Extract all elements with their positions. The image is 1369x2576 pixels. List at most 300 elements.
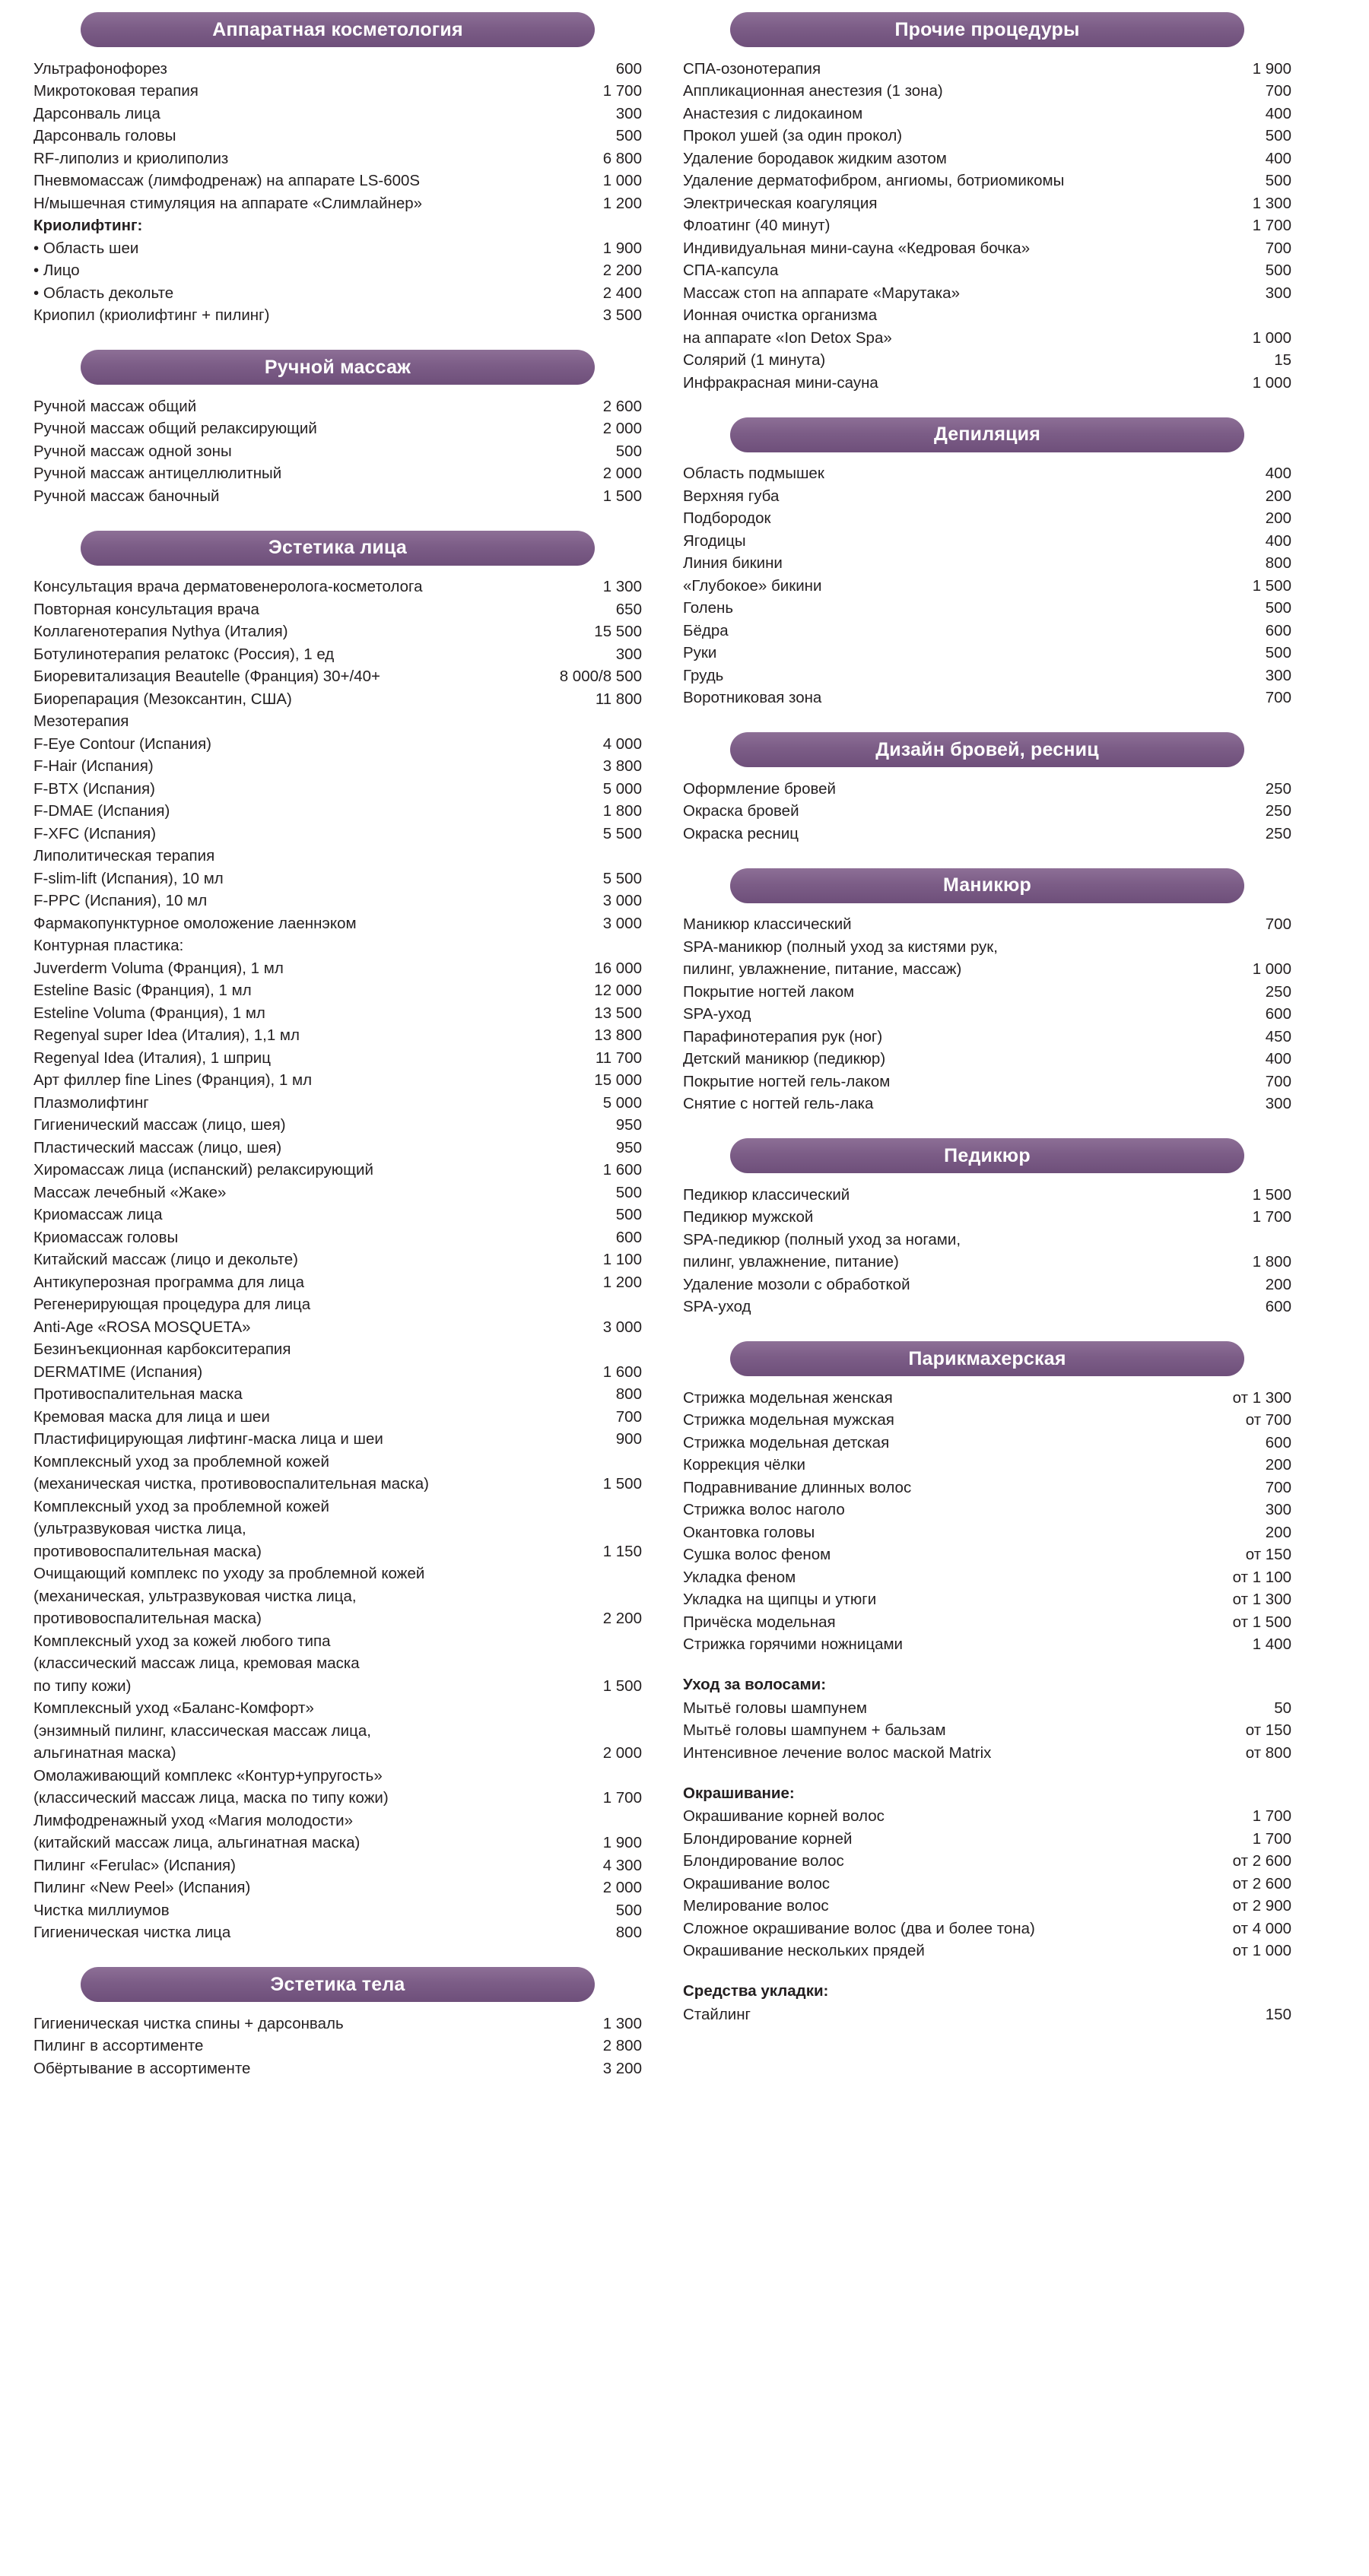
price-table (683, 1806, 1291, 1963)
price-table (33, 576, 642, 1945)
table-row (683, 1611, 1291, 1634)
service-price: 500 (1265, 127, 1291, 144)
table-row (683, 598, 1291, 620)
service-name: Гигиенический массаж (лицо, шея) (33, 1116, 286, 1134)
service-price: 400 (1265, 465, 1291, 482)
service-name: Чистка миллиумов (33, 1901, 170, 1919)
service-name: Линия бикини (683, 554, 783, 572)
service-name: на аппарате «Ion Detox Spa» (683, 328, 892, 347)
service-price: от 1 300 (1232, 1591, 1291, 1608)
section-header: Дизайн бровей, ресниц (730, 732, 1244, 767)
table-row (683, 1026, 1291, 1048)
table-row (683, 192, 1291, 215)
table-row (683, 620, 1291, 642)
price-table (33, 58, 642, 327)
service-name: • Область декольте (33, 284, 174, 302)
table-row (33, 418, 642, 441)
section-header: Аппаратная косметология (81, 12, 595, 47)
service-price: 2 200 (602, 1610, 642, 1627)
service-name: Контурная пластика: (33, 937, 184, 954)
table-row (33, 1406, 642, 1429)
service-name: F-Hair (Испания) (33, 757, 154, 775)
table-row (683, 1048, 1291, 1071)
service-price: 500 (615, 1901, 642, 1919)
table-row (33, 1025, 642, 1048)
table-row (683, 1093, 1291, 1116)
service-name: Ручной массаж одной зоны (33, 442, 232, 460)
table-row (683, 823, 1291, 845)
service-name: альгинатная маска) (33, 1744, 176, 1762)
service-price: 1 900 (602, 239, 642, 257)
service-price: 1 700 (602, 82, 642, 100)
service-price: 1 500 (602, 1475, 642, 1493)
price-section (33, 1967, 642, 2080)
service-price: 1 900 (602, 1834, 642, 1851)
service-name: пилинг, увлажнение, питание, массаж) (683, 960, 962, 978)
table-row (33, 1137, 642, 1160)
table-row (683, 1004, 1291, 1026)
service-name: Прокол ушей (за один прокол) (683, 127, 903, 144)
service-name: Противоспалительная маска (33, 1385, 243, 1403)
service-price (528, 1294, 642, 1317)
table-row (683, 1634, 1291, 1657)
table-row (33, 1832, 642, 1855)
table-row (33, 2057, 642, 2080)
price-section (33, 350, 642, 508)
service-name: Гигиеническая чистка лица (33, 1924, 231, 1941)
service-name: Омолаживающий комплекс «Контур+упругость» (33, 1766, 383, 1784)
service-price: 1 200 (602, 194, 642, 212)
service-name: Мытьё головы шампунем (683, 1699, 867, 1717)
service-price: 1 500 (1252, 1185, 1291, 1204)
service-name: Ультрафонофорез (33, 59, 167, 78)
table-row (683, 305, 1291, 328)
service-name: Хиромассаж лица (испанский) релаксирующий (33, 1161, 373, 1179)
table-row (33, 1339, 642, 1362)
service-name: Комплексный уход «Баланс-Комфорт» (33, 1699, 314, 1717)
service-price: 1 500 (602, 487, 642, 505)
service-price: от 700 (1245, 1411, 1291, 1429)
table-row (33, 1788, 642, 1810)
table-row (683, 148, 1291, 170)
service-name: Пилинг «Ferulac» (Испания) (33, 1856, 236, 1874)
section-header: Эстетика лица (81, 531, 595, 566)
group-title: Уход за волосами: (683, 1676, 827, 1693)
table-row (683, 215, 1291, 238)
service-name: Интенсивное лечение волос маской Matrix (683, 1743, 992, 1762)
table-row (683, 1432, 1291, 1455)
service-name: Повторная консультация врача (33, 600, 259, 618)
service-name: Мытьё головы шампунем + бальзам (683, 1721, 946, 1739)
service-price: 1 150 (602, 1542, 642, 1560)
service-price: 600 (1265, 1433, 1291, 1451)
service-name: Ручной массаж общий (33, 397, 197, 415)
table-row (683, 778, 1291, 801)
table-row (683, 530, 1291, 553)
table-row (683, 1697, 1291, 1720)
service-name: пилинг, увлажнение, питание) (683, 1253, 899, 1271)
service-name: Окрашивание нескольких прядей (683, 1942, 925, 1959)
service-name: Ягодицы (683, 531, 746, 550)
service-name: Маникюр классический (683, 915, 852, 933)
service-name: Укладка на щипцы и утюги (683, 1591, 877, 1608)
table-row (33, 1698, 642, 1721)
service-price: 3 000 (602, 914, 642, 932)
price-table (683, 1184, 1291, 1318)
service-name: Стайлинг (683, 2005, 751, 2023)
table-row (33, 1429, 642, 1451)
service-price: 400 (1265, 1050, 1291, 1068)
table-row (33, 395, 642, 418)
service-name: Стрижка модельная детская (683, 1433, 890, 1451)
table-row (33, 912, 642, 935)
table-row (33, 733, 642, 756)
service-name: Анастезия с лидокаином (683, 104, 863, 122)
service-name: Индивидуальная мини-сауна «Кедровая бочка» (683, 239, 1031, 257)
service-price: 250 (1265, 982, 1291, 1001)
table-row (33, 1653, 642, 1676)
service-price: 700 (1265, 82, 1291, 100)
service-price: 600 (1265, 1005, 1291, 1023)
service-name: Фармакопунктурное омоложение лаеннэком (33, 914, 357, 932)
service-name: Массаж стоп на аппарате «Марутака» (683, 284, 960, 302)
service-name: Биоревитализация Beautelle (Франция) 30+/40+ (33, 668, 380, 685)
service-name: Антикуперозная программа для лица (33, 1273, 305, 1291)
service-price (528, 1720, 642, 1743)
service-name: Окрашивание волос (683, 1874, 830, 1892)
table-row (33, 801, 642, 823)
table-row (33, 1271, 642, 1294)
group-title: Средства укладки: (683, 1982, 829, 2000)
table-row (33, 1204, 642, 1227)
table-row (33, 1226, 642, 1249)
table-row (683, 1207, 1291, 1229)
service-price: 700 (1265, 239, 1291, 257)
service-price: 600 (615, 59, 642, 78)
service-name: Педикюр классический (683, 1185, 850, 1204)
table-row (33, 1854, 642, 1877)
service-name: Руки (683, 644, 717, 661)
service-price (528, 1339, 642, 1362)
service-price: 5 500 (602, 824, 642, 842)
service-name: Подравнивание длинных волос (683, 1478, 912, 1496)
service-price: 2 600 (602, 397, 642, 415)
price-table (33, 2013, 642, 2080)
service-name: Массаж лечебный «Жаке» (33, 1183, 227, 1201)
table-row (683, 282, 1291, 305)
service-name: Плазмолифтинг (33, 1093, 149, 1112)
price-table (683, 58, 1291, 395)
service-name: (классический массаж лица, кремовая маска (33, 1654, 360, 1672)
service-price: 12 000 (594, 982, 642, 999)
table-row (33, 1474, 642, 1496)
section-header: Эстетика тела (81, 1967, 595, 2002)
service-name: Бёдра (683, 621, 729, 639)
table-row (33, 1160, 642, 1182)
service-price (528, 1496, 642, 1518)
service-name: Esteline Basic (Франция), 1 мл (33, 982, 252, 999)
table-row (33, 1384, 642, 1407)
table-row (33, 1115, 642, 1137)
service-name: Anti-Age «ROSA MOSQUETA» (33, 1318, 251, 1336)
service-price: 1 000 (602, 172, 642, 189)
table-row (33, 1899, 642, 1922)
service-name: Коллагенотерапия Nythya (Италия) (33, 623, 288, 640)
table-row (33, 148, 642, 170)
service-price: 300 (1265, 1501, 1291, 1518)
service-name: Криомассаж лица (33, 1206, 163, 1223)
service-name: (механическая, ультразвуковая чистка лица, (33, 1587, 357, 1605)
service-price: 5 000 (602, 779, 642, 798)
table-row (683, 350, 1291, 373)
service-name: Покрытие ногтей гель-лаком (683, 1072, 891, 1090)
service-price: 250 (1265, 802, 1291, 820)
service-price: 800 (615, 1385, 642, 1403)
table-row (683, 260, 1291, 283)
service-name: Снятие с ногтей гель-лака (683, 1095, 874, 1112)
service-name: F-slim-lift (Испания), 10 мл (33, 869, 224, 887)
price-section (683, 1138, 1291, 1318)
service-price: 1 700 (1252, 1208, 1291, 1226)
service-price: 600 (1265, 621, 1291, 639)
service-price: 3 000 (602, 1318, 642, 1336)
service-price (528, 1698, 642, 1721)
service-name: F-BTX (Испания) (33, 779, 155, 798)
service-price: 200 (1265, 1275, 1291, 1293)
table-row (683, 237, 1291, 260)
table-row (683, 1828, 1291, 1851)
service-name: F-XFC (Испания) (33, 824, 157, 842)
service-price: 250 (1265, 779, 1291, 798)
service-name: Криомассаж головы (33, 1228, 179, 1246)
service-price: 1 000 (1252, 960, 1291, 978)
table-row (33, 1720, 642, 1743)
service-price: 50 (1274, 1699, 1291, 1717)
service-name: Регенерирующая процедура для лица (33, 1296, 311, 1313)
service-price: 3 200 (602, 2059, 642, 2077)
service-price: 15 500 (594, 623, 642, 640)
service-name: Regenyal super Idea (Италия), 1,1 мл (33, 1026, 300, 1044)
service-name: F-Eye Contour (Испания) (33, 734, 212, 753)
service-name: Окраска бровей (683, 802, 799, 820)
table-row (33, 688, 642, 711)
table-row (683, 1720, 1291, 1743)
table-row (33, 1608, 642, 1631)
service-price: 650 (615, 600, 642, 618)
service-name: Коррекция чёлки (683, 1456, 805, 1474)
service-name: Криопил (криолифтинг + пилинг) (33, 306, 270, 324)
table-row (683, 1410, 1291, 1432)
service-name: Juverderm Voluma (Франция), 1 мл (33, 959, 284, 977)
service-name: Оформление бровей (683, 779, 836, 798)
table-row (33, 2035, 642, 2058)
service-price: 400 (1265, 149, 1291, 167)
table-row (33, 666, 642, 689)
service-price: 500 (615, 1206, 642, 1223)
service-name: F-DMAE (Испания) (33, 802, 170, 820)
service-name: Мелирование волос (683, 1897, 829, 1915)
service-price: 1 700 (1252, 1807, 1291, 1825)
service-name: противовоспалительная маска) (33, 1542, 262, 1560)
service-name: • Лицо (33, 262, 80, 279)
service-price: 1 800 (1252, 1253, 1291, 1271)
service-name: Н/мышечная стимуляция на аппарате «Слимлайнер» (33, 194, 423, 212)
service-name: Кремовая маска для лица и шеи (33, 1407, 270, 1426)
table-row (33, 1743, 642, 1765)
service-price (528, 1810, 642, 1832)
table-row (33, 756, 642, 779)
table-row (33, 823, 642, 845)
table-row (33, 1294, 642, 1317)
table-row (683, 981, 1291, 1004)
price-table (683, 1387, 1291, 1656)
service-price: 16 000 (594, 959, 642, 977)
table-row (33, 463, 642, 486)
service-price: 450 (1265, 1027, 1291, 1045)
service-price: 2 000 (602, 465, 642, 482)
table-row (33, 125, 642, 148)
service-name: DERMATIME (Испания) (33, 1363, 203, 1381)
service-name: Esteline Voluma (Франция), 1 мл (33, 1004, 265, 1022)
service-price: 300 (1265, 284, 1291, 302)
table-row (33, 1922, 642, 1945)
service-name: Regenyal Idea (Италия), 1 шприц (33, 1048, 271, 1067)
table-row (33, 1563, 642, 1586)
table-row (683, 1521, 1291, 1544)
price-section (33, 12, 642, 327)
service-name: Окраска ресниц (683, 824, 799, 842)
service-price: 15 (1274, 351, 1291, 369)
table-row (683, 1229, 1291, 1252)
service-price (528, 1765, 642, 1788)
service-name: Верхняя губа (683, 487, 780, 505)
service-name: Консультация врача дерматовенеролога-косметолога (33, 578, 423, 595)
service-price: от 1 300 (1232, 1388, 1291, 1407)
service-name: Окрашивание корней волос (683, 1807, 885, 1825)
service-price: 1 800 (602, 802, 642, 820)
service-name: Блондирование волос (683, 1852, 844, 1870)
service-price: 300 (1265, 666, 1291, 684)
service-price: 1 400 (1252, 1635, 1291, 1653)
table-row (683, 125, 1291, 148)
service-price: 600 (1265, 1298, 1291, 1315)
price-table (683, 1697, 1291, 1765)
service-name: Подбородок (683, 509, 771, 527)
table-row (683, 1071, 1291, 1093)
table-row (33, 890, 642, 913)
table-row (33, 1316, 642, 1339)
service-name: Стрижка горячими ножницами (683, 1635, 904, 1653)
table-row (683, 485, 1291, 508)
service-price: 1 500 (602, 1677, 642, 1695)
service-price: 1 700 (1252, 217, 1291, 234)
table-row (33, 980, 642, 1003)
service-name: Пневмомассаж (лимфодренаж) на аппарате LS-600S (33, 172, 421, 189)
service-price: 13 500 (594, 1004, 642, 1022)
service-price (528, 215, 642, 238)
table-row (33, 576, 642, 599)
service-price: 200 (1265, 509, 1291, 527)
table-row (683, 103, 1291, 125)
table-row (683, 1873, 1291, 1896)
section-header: Педикюр (730, 1138, 1244, 1173)
service-name: • Область шеи (33, 239, 139, 257)
service-price: 200 (1265, 1523, 1291, 1541)
service-price: 4 300 (602, 1856, 642, 1874)
service-price: 2 000 (602, 420, 642, 437)
service-price: 300 (615, 645, 642, 663)
service-name: Удаление мозоли с обработкой (683, 1275, 910, 1293)
service-price: 2 000 (602, 1879, 642, 1896)
price-section (683, 12, 1291, 395)
service-name: Ручной массаж антицеллюлитный (33, 465, 282, 482)
service-name: Ионная очистка организма (683, 306, 878, 324)
table-row (33, 2013, 642, 2035)
table-row (683, 1296, 1291, 1319)
table-row (33, 1518, 642, 1541)
service-price: 500 (1265, 644, 1291, 661)
service-price (528, 1630, 642, 1653)
service-price: от 150 (1245, 1721, 1291, 1739)
table-row (33, 621, 642, 644)
service-name: Стрижка модельная женская (683, 1388, 893, 1407)
service-price (528, 935, 642, 958)
service-price: 900 (615, 1430, 642, 1448)
table-row (33, 440, 642, 463)
table-row (33, 711, 642, 734)
service-name: Ручной массаж баночный (33, 487, 220, 505)
table-row (683, 508, 1291, 531)
service-price: 1 700 (602, 1789, 642, 1807)
table-row (683, 801, 1291, 823)
table-row (683, 1940, 1291, 1963)
service-price: 800 (615, 1924, 642, 1941)
table-row (33, 260, 642, 283)
service-name: (механическая чистка, противовоспалительная маска) (33, 1475, 430, 1493)
table-row (683, 1566, 1291, 1589)
service-price: 2 400 (602, 284, 642, 302)
service-name: SPA-маникюр (полный уход за кистями рук, (683, 937, 998, 956)
table-row (683, 1896, 1291, 1918)
table-row (683, 1184, 1291, 1207)
service-price: 11 800 (595, 690, 642, 708)
service-price: 1 100 (602, 1251, 642, 1268)
table-row (683, 327, 1291, 350)
service-name: Ручной массаж общий релаксирующий (33, 420, 317, 437)
service-name: RF-липолиз и криолиполиз (33, 149, 229, 167)
service-name: Блондирование корней (683, 1829, 853, 1848)
service-name: Комплексный уход за проблемной кожей (33, 1452, 329, 1470)
service-name: Очищающий комплекс по уходу за проблемной кожей (33, 1565, 425, 1582)
service-name: (классический массаж лица, маска по типу кожи) (33, 1789, 389, 1807)
table-row (33, 170, 642, 193)
service-price (528, 1653, 642, 1676)
service-name: противовоспалительная маска) (33, 1610, 262, 1627)
service-name: Область подмышек (683, 465, 824, 482)
service-price: 200 (1265, 1456, 1291, 1474)
table-row (33, 1182, 642, 1204)
service-price: 700 (1265, 915, 1291, 933)
service-name: (китайский массаж лица, альгинатная маска) (33, 1834, 361, 1851)
service-name: Аппликационная анестезия (1 зона) (683, 82, 943, 100)
table-row (33, 1249, 642, 1272)
table-row (33, 1070, 642, 1093)
table-row (683, 1455, 1291, 1477)
section-header: Депиляция (730, 417, 1244, 452)
service-price (1177, 936, 1291, 959)
service-name: Пластический массаж (лицо, шея) (33, 1138, 282, 1156)
table-row (33, 485, 642, 508)
